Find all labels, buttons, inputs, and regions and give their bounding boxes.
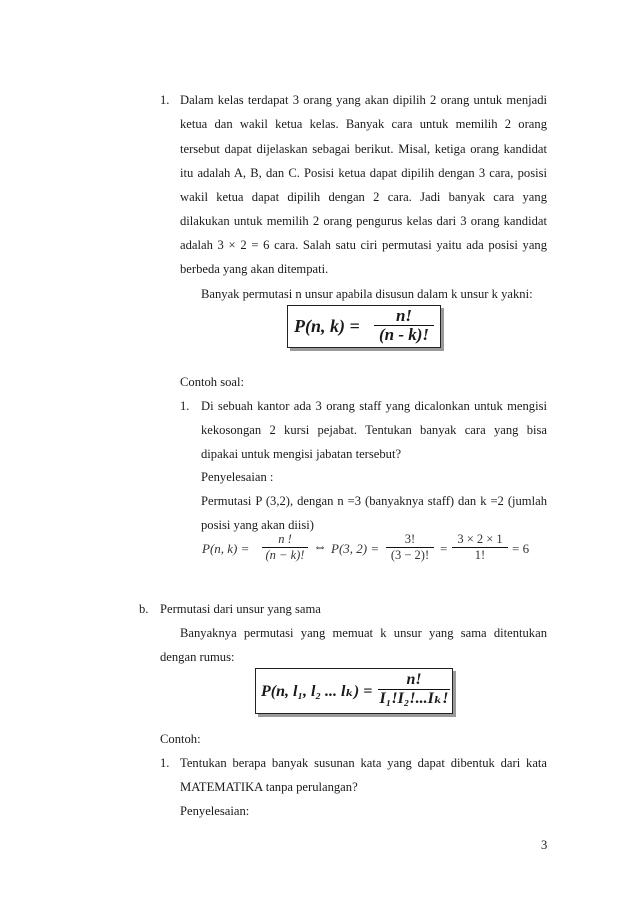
list-number: 1.: [160, 756, 170, 770]
paragraph-line: Permutasi P (3,2), dengan n =3 (banyaknya staff) dan k =2 (jumlah: [201, 494, 547, 508]
paragraph-line: adalah 3 × 2 = 6 cara. Salah satu ciri permutasi yaitu ada posisi yang: [180, 238, 547, 252]
paragraph-line: Dalam kelas terdapat 3 orang yang akan dipilih 2 orang untuk menjadi: [180, 93, 547, 107]
formula-denominator: (3 − 2)!: [390, 548, 430, 562]
solution-label: Penyelesaian :: [201, 470, 274, 484]
formula-lhs: P(n, k) =: [294, 316, 360, 336]
paragraph-line: dilakukan untuk memilih 2 orang pengurus kelas dari 3 orang kandidat: [180, 214, 547, 228]
paragraph-line: wakil ketua dapat dipilih dengan 2 cara. Jadi banyak cara yang: [180, 190, 547, 204]
paragraph-line: MATEMATIKA tanpa perulangan?: [180, 780, 358, 794]
permutation-intro: Banyak permutasi n unsur apabila disusun dalam k unsur k yakni:: [201, 287, 533, 301]
paragraph-line: Di sebuah kantor ada 3 orang staff yang dicalonkan untuk mengisi: [201, 399, 547, 413]
paragraph-line: Banyaknya permutasi yang memuat k unsur yang sama ditentukan: [180, 626, 547, 640]
formula-denominator: 1!: [474, 548, 486, 562]
paragraph-line: tersebut dapat dijelaskan sebagai berikut. Misal, ketiga orang kandidat: [180, 142, 547, 156]
formula-lhs: P(n, k) =: [202, 541, 250, 556]
formula-numerator: n!: [395, 306, 413, 325]
formula-fraction: [374, 307, 434, 344]
formula-lhs-numeric: P(3, 2) =: [331, 541, 380, 556]
formula-numerator: 3 × 2 × 1: [457, 532, 503, 546]
formula-fraction: [378, 671, 450, 708]
formula-lhs: P(n, l₁, l₂ ... lₖ) =: [261, 683, 373, 700]
formula-numerator: n !: [278, 532, 292, 546]
paragraph-line: dipakai untuk mengisi jabatan tersebut?: [201, 447, 402, 461]
section-title: Permutasi dari unsur yang sama: [160, 602, 321, 616]
formula-permutation-box: [287, 305, 441, 348]
paragraph-line: dengan rumus:: [160, 650, 235, 664]
paragraph-line: Tentukan berapa banyak susunan kata yang dapat dibentuk dari kata: [180, 756, 547, 770]
formula-fraction: [452, 532, 508, 563]
page-number: 3: [541, 838, 548, 852]
formula-numerator: n!: [406, 671, 422, 688]
formula-same-elements-box: [255, 668, 453, 714]
example-heading: Contoh soal:: [180, 375, 245, 389]
formula-numerator: 3!: [404, 532, 416, 546]
solution-label: Penyelesaian:: [180, 804, 250, 818]
section-label: b.: [139, 602, 149, 616]
paragraph-line: ketua dan wakil ketua kelas. Banyak cara untuk memilih 2 orang: [180, 117, 547, 131]
formula-denominator: I₁!I₂!...Iₖ!: [379, 690, 449, 707]
formula-denominator: (n - k)!: [378, 325, 430, 344]
paragraph-line: berbeda yang akan ditempati.: [180, 262, 329, 276]
equals-sign: =: [440, 541, 448, 556]
paragraph-line: kekosongan 2 kursi pejabat. Tentukan banyak cara yang bisa: [201, 423, 547, 437]
list-number: 1.: [180, 399, 190, 413]
equivalence-symbol: ⇔: [313, 540, 327, 555]
formula-denominator: (n − k)!: [265, 548, 305, 562]
list-number: 1.: [160, 93, 170, 107]
paragraph-line: itu adalah A, B, dan C. Posisi ketua dapat dipilih dengan 3 cara, posisi: [180, 166, 547, 180]
example-heading: Contoh:: [160, 732, 201, 746]
paragraph-line: posisi yang akan diisi): [201, 518, 314, 532]
formula-fraction: [262, 532, 308, 563]
formula-worked-example: [200, 530, 540, 570]
formula-fraction: [386, 532, 434, 563]
formula-result: = 6: [512, 541, 530, 556]
